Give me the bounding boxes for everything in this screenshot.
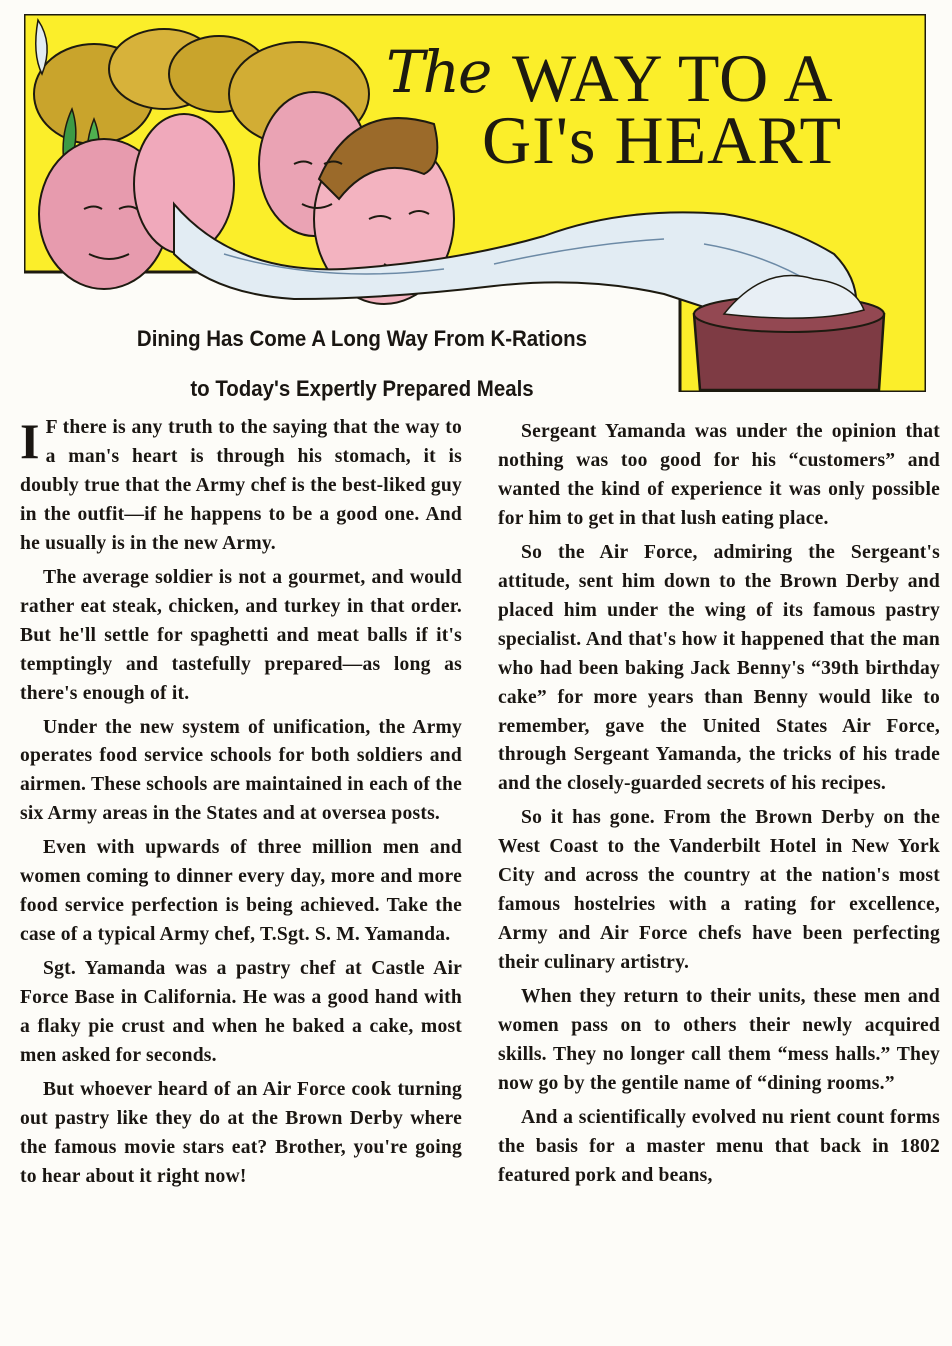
subheadline-line-1: Dining Has Come A Long Way From K-Rations [136,326,588,351]
paragraph: So the Air Force, admiring the Sergeant's attitude, sent him down to the Brown Derby and placed him under the wing of its famous pastry specialist. And that's how it happened that the man who had been baking Jack Benny's “39th birthday cake” for more years than Benny would like to remember, gave the United States Air Force, through Sergeant Yamanda, the tricks of his trade and the closely-guarded secrets of his recipes. [498,541,940,795]
paragraph: Sergeant Yamanda was under the opinion that nothing was too good for his “customers” and wanted the kind of experience it was only possible for him to get in that lush eating place. [498,421,940,529]
paragraph: Under the new system of unification, the Army operates food service schools for both soldiers and airmen. These schools are maintained in each of the six Army areas in the States and at oversea posts. [20,716,462,825]
paragraph: But whoever heard of an Air Force cook turning out pastry like they do at the Brown Derby where the famous movie stars eat? Brother, you're going to hear about it right now! [20,1078,462,1187]
paragraph: And a scientifically evolved nu rient count forms the basis for a master menu that back in 1802 featured pork and beans, [498,1106,940,1186]
title-line-2: GI's HEART [482,102,843,178]
title-banner [24,14,926,401]
paragraph: The average soldier is not a gourmet, and would rather eat steak, chicken, and turkey in that order. But he'll settle for spaghetti and meat balls if it's temptingly and tastefully prepared—as long as there's enough of it. [20,566,462,704]
paragraph: So it has gone. From the Brown Derby on the West Coast to the Vanderbilt Hotel in New York City and across the country at the nation's most famous hostelries with a rating for excellence, Army and Air Force chefs have been perfecting their culinary artistry. [498,807,940,974]
paragraph: When they return to their units, these men and women pass on to others their newly acquired skills. They no longer call them “mess halls.” They now go by the gentile name of “dining rooms.” [498,986,940,1094]
article-column-right [498,418,940,1196]
drop-cap: I [20,413,40,469]
title-line-1: WAY TO A [512,40,834,116]
paragraph: Sgt. Yamanda was a pastry chef at Castle Air Force Base in California. He was a good hand with a flaky pie crust and when he baked a cake, most men asked for seconds. [20,958,462,1067]
paragraph: I F there is any truth to the saying that the way to a man's heart is through his stomach, it is doubly true that the Army chef is the best-liked guy in the outfit—if he happens to be a good one. And he usually is in the new Army. [20,413,462,554]
article-column-left [20,414,462,1197]
paragraph: Even with upwards of three million men and women coming to dinner every day, more and more food service perfection is being achieved. Take the case of a typical Army chef, T.Sgt. S. M. Yamanda. [20,837,462,946]
subheadline-line-2: to Today's Expertly Prepared Meals [190,376,534,401]
title-script-the: The [386,38,491,106]
